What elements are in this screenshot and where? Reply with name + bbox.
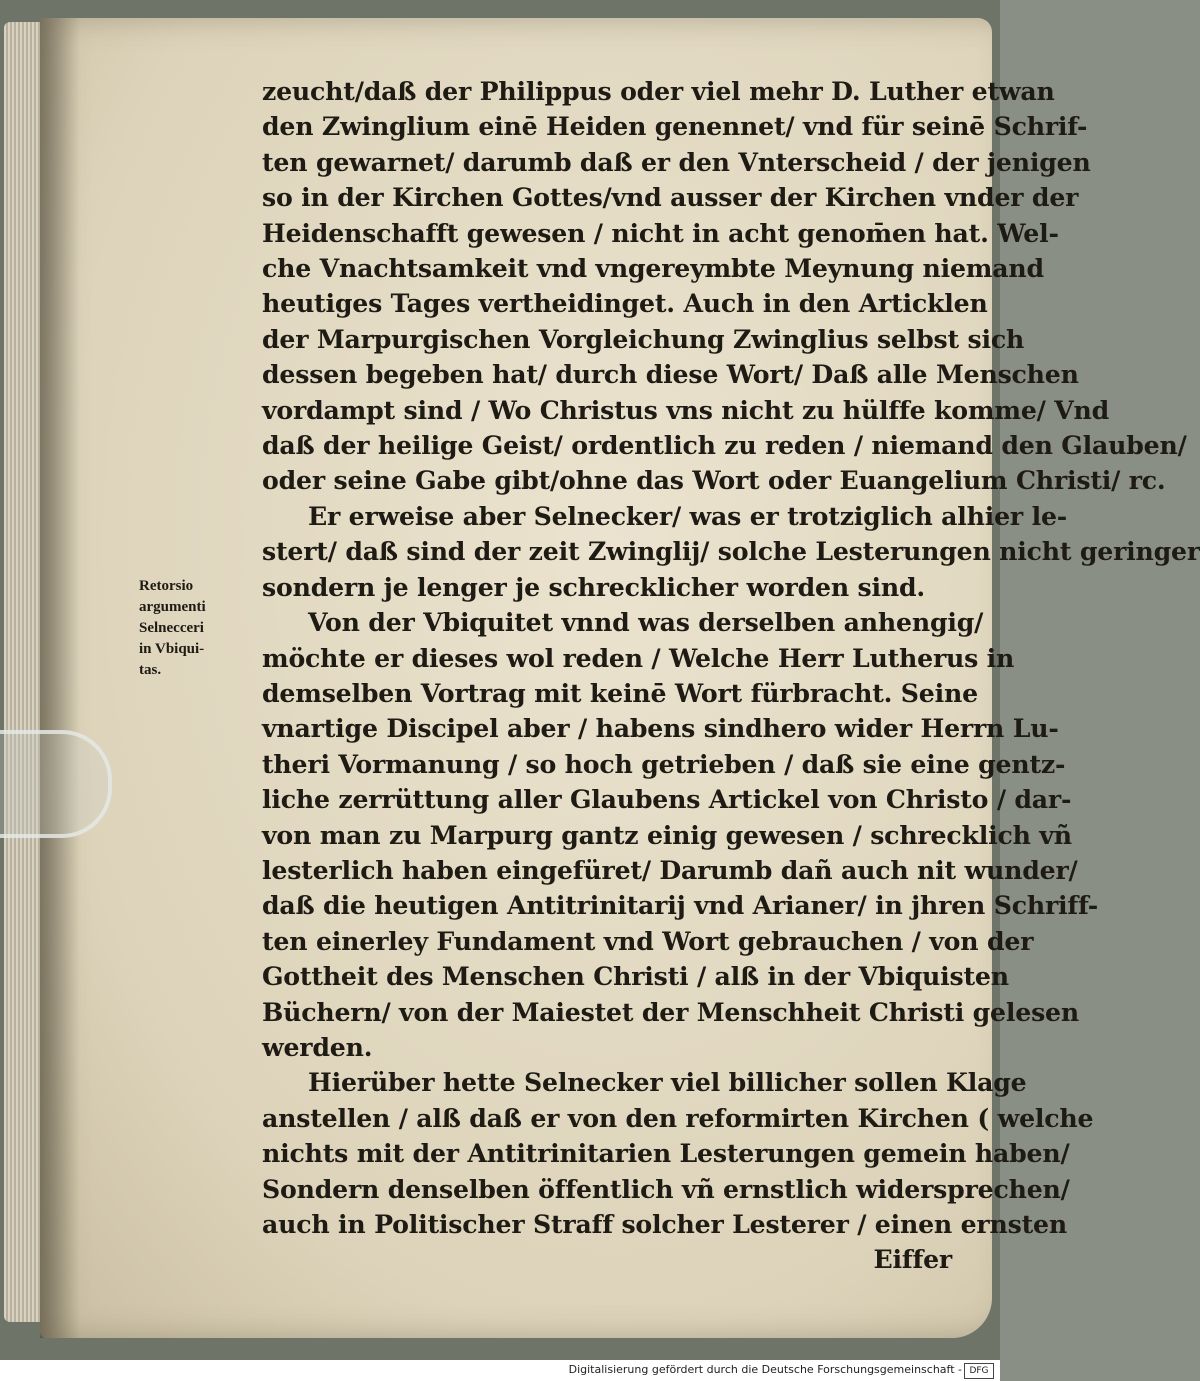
margin-note-line: tas. xyxy=(139,662,162,678)
text-line: Heidenschafft gewesen / nicht in acht genom̄en hat. Wel- xyxy=(262,217,1059,248)
text-line: lesterlich haben eingefüret/ Darumb dañ auch nit wunder/ xyxy=(262,854,1078,885)
text-line: daß die heutigen Antitrinitarij vnd Arianer/ in jhren Schriff- xyxy=(262,890,1099,921)
text-line: che Vnachtsamkeit vnd vngereymbte Meynung niemand xyxy=(262,253,1044,284)
text-line: den Zwinglium einē Heiden genennet/ vnd für seinē Schrif- xyxy=(262,111,1088,142)
text-line: werden. xyxy=(262,1031,373,1062)
gutter-shadow xyxy=(40,18,80,1338)
dfg-logo-icon: DFG xyxy=(964,1363,994,1379)
text-line: heutiges Tages vertheidinget. Auch in den Articklen xyxy=(262,288,988,319)
text-line: Gottheit des Menschen Christi / alß in der Vbiquisten xyxy=(262,961,1009,992)
margin-note-line: Selnecceri xyxy=(139,620,204,636)
catchword: Eiffer xyxy=(873,1244,952,1275)
text-line: der Marpurgischen Vorgleichung Zwinglius selbst sich xyxy=(262,323,1025,354)
text-line: stert/ daß sind der zeit Zwinglij/ solche Lesterungen nicht geringer xyxy=(262,536,1200,567)
margin-note-line: Retorsio xyxy=(139,578,194,594)
text-line: zeucht/daß der Philippus oder viel mehr D. Luther etwan xyxy=(262,76,1055,106)
text-line: von man zu Marpurg gantz einig gewesen / schrecklich vñ xyxy=(262,819,1072,850)
body-text xyxy=(262,74,1200,1278)
text-line: liche zerrüttung aller Glaubens Artickel von Christo / dar- xyxy=(262,784,1072,815)
margin-note-line: in Vbiqui- xyxy=(139,641,205,657)
text-line: vnartige Discipel aber / habens sindhero wider Herrn Lu- xyxy=(262,713,1059,744)
text-line: Büchern/ von der Maiestet der Menschheit Christi gelesen xyxy=(262,996,1079,1027)
text-line: ten einerley Fundament vnd Wort gebrauchen / von der xyxy=(262,925,1034,956)
margin-note xyxy=(139,576,261,681)
margin-note-line: argumenti xyxy=(139,599,206,615)
text-line: so in der Kirchen Gottes/vnd ausser der Kirchen vnder der xyxy=(262,182,1079,213)
text-line: daß der heilige Geist/ ordentlich zu reden / niemand den Glauben/ xyxy=(262,430,1187,461)
text-line: theri Vormanung / so hoch getrieben / daß sie eine gentz- xyxy=(262,748,1066,779)
text-line: dessen begeben hat/ durch diese Wort/ Daß alle Menschen xyxy=(262,359,1079,390)
funding-credit: Digitalisierung gefördert durch die Deutsche Forschungsgemeinschaft - xyxy=(568,1363,962,1376)
text-line: möchte er dieses wol reden / Welche Herr Lutherus in xyxy=(262,642,1015,673)
text-line: Er erweise aber Selnecker/ was er trotziglich alhier le- xyxy=(308,500,1068,531)
text-line: anstellen / alß daß er von den reformirten Kirchen ( welche xyxy=(262,1102,1094,1133)
text-line: nichts mit der Antitrinitarien Lesterungen gemein haben/ xyxy=(262,1138,1070,1169)
text-line: oder seine Gabe gibt/ohne das Wort oder Euangelium Christi/ rc. xyxy=(262,465,1166,496)
text-line: demselben Vortrag mit keinē Wort fürbracht. Seine xyxy=(262,677,978,708)
text-line: auch in Politischer Straff solcher Lesterer / einen ernsten xyxy=(262,1209,1067,1239)
text-line: Sondern denselben öffentlich vñ ernstlich widersprechen/ xyxy=(262,1173,1070,1204)
paper-clip xyxy=(0,730,112,838)
text-line: Von der Vbiquitet vnnd was derselben anhengig/ xyxy=(308,607,984,638)
text-line: vordampt sind / Wo Christus vns nicht zu hülffe komme/ Vnd xyxy=(262,394,1110,425)
text-line: sondern je lenger je schrecklicher worden sind. xyxy=(262,571,925,602)
footer-bar xyxy=(0,1360,1000,1381)
text-line: Hierüber hette Selnecker viel billicher sollen Klage xyxy=(308,1067,1027,1098)
text-line: ten gewarnet/ darumb daß er den Vnterscheid / der jenigen xyxy=(262,146,1091,177)
